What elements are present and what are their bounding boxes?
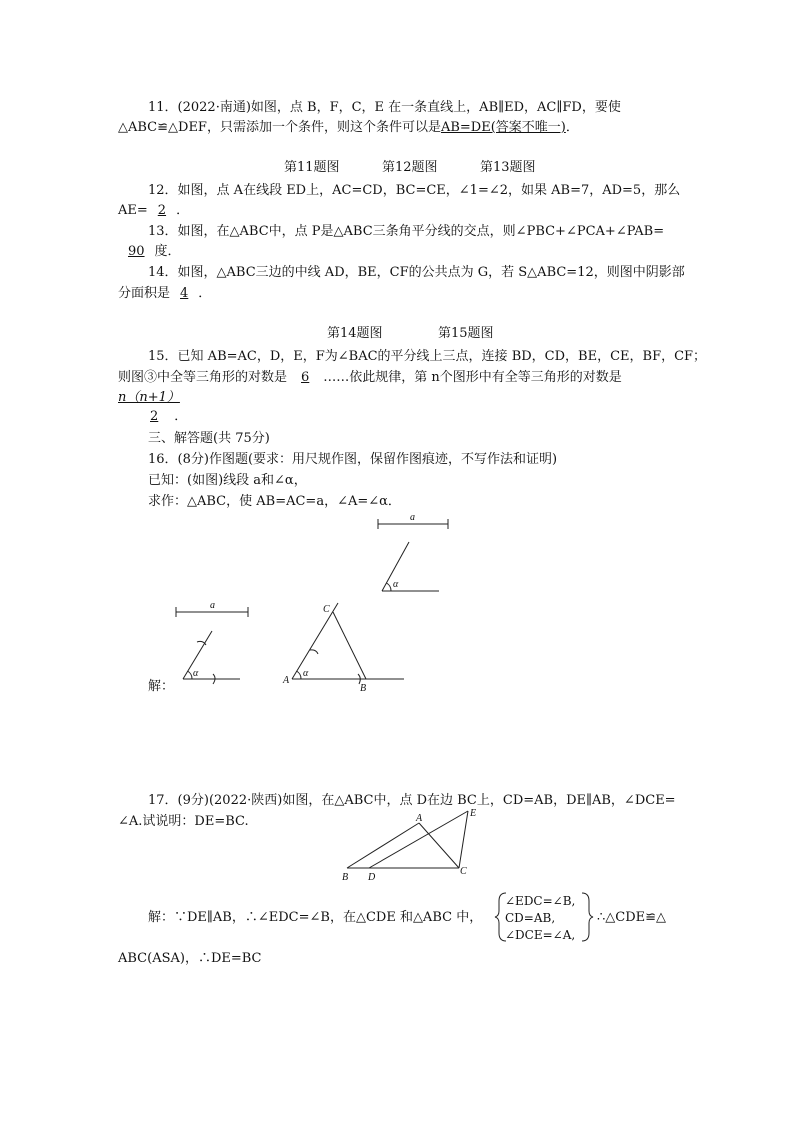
q15-line2-mid: ……依此规律，第 n个图形中有全等三角形的对数是: [323, 370, 622, 385]
q12-line2-prefix: AE=: [118, 203, 148, 218]
q15-frac-denominator: 2: [150, 409, 159, 424]
q11-line1: 11．(2022·南通)如图，点 B，F，C，E 在一条直线上，AB∥ED，AC∥FD，要使: [148, 100, 621, 115]
q14-answer: 4: [180, 286, 189, 301]
fig17-label-D: D: [368, 872, 376, 883]
fig17-label-B: B: [342, 872, 349, 883]
section-3-heading: 三、解答题(共 75分): [148, 431, 270, 446]
fig17-label-E: E: [470, 808, 477, 819]
q12-line2-suffix: ．: [176, 203, 190, 218]
q11-line2-suffix: ．: [565, 120, 579, 135]
fig-caption-12: 第12题图: [382, 160, 438, 175]
q16-solution-label: 解：: [148, 679, 175, 694]
q13-line2-suffix: 度．: [154, 244, 181, 259]
sol17-cond3: ∠DCE=∠A,: [505, 928, 576, 942]
sol17-suffix: ∴△CDE≌△: [597, 910, 667, 925]
q11-answer: AB=DE(答案不唯一): [440, 120, 566, 135]
fig-caption-15: 第15题图: [438, 326, 494, 341]
q15-end: ．: [174, 409, 188, 424]
q16-line1: 16．(8分)作图题(要求：用尺规作图，保留作图痕迹，不写作法和证明): [148, 452, 558, 467]
q15-line1: 15．已知 AB=AC，D，E，F为∠BAC的平分线上三点，连接 BD，CD，BE，CE，BF，CF；: [148, 349, 707, 364]
q17-line2: ∠A.试说明：DE=BC.: [118, 814, 249, 829]
label-B: B: [360, 683, 367, 694]
sol17-line2: ABC(ASA)，∴DE=BC: [118, 951, 262, 966]
q15-frac-numerator: n（n+1）: [118, 390, 180, 405]
q12-line1: 12．如图，点 A在线段 ED上，AC=CD，BC=CE，∠1=∠2，如果 AB=7，AD=5，那么: [148, 183, 681, 198]
q16-line3: 求作：△ABC，使 AB=AC=a，∠A=∠α．: [148, 494, 401, 509]
given-seg-label: a: [410, 512, 415, 523]
q15-answer1: 6: [301, 370, 310, 385]
given-angle-label: α: [393, 579, 399, 590]
q17-line1: 17．(9分)(2022·陕西)如图，在△ABC中，点 D在边 BC上，CD=AB，DE∥AB，∠DCE=: [148, 793, 676, 808]
q14-line1: 14．如图，△ABC三边的中线 AD，BE，CF的公共点为 G，若 S△ABC=12，则图中阴影部: [148, 265, 685, 280]
fig17-label-A: A: [416, 813, 423, 824]
fig-caption-13: 第13题图: [480, 160, 536, 175]
q14-line2-prefix: 分面积是: [118, 286, 171, 301]
fig-caption-14: 第14题图: [327, 326, 383, 341]
q12-answer: 2: [157, 203, 167, 218]
sol17-prefix: 解：∵DE∥AB，∴∠EDC=∠B，在△CDE 和△ABC 中，: [148, 910, 483, 925]
sol17-cond2: CD=AB,: [505, 911, 556, 925]
sol17-cond1: ∠EDC=∠B,: [505, 894, 576, 908]
label-alpha2: α: [303, 668, 309, 679]
q15-line2-prefix: 则图③中全等三角形的对数是: [118, 370, 288, 385]
q13-line1: 13．如图，在△ABC中，点 P是△ABC三条角平分线的交点，则∠PBC+∠PCA+∠PAB=: [148, 224, 665, 239]
q11-line2-prefix: △ABC≌△DEF，只需添加一个条件，则这个条件可以是: [118, 120, 441, 135]
fig-caption-11: 第11题图: [284, 160, 340, 175]
sol-angle-label: α: [193, 668, 199, 679]
label-A: A: [283, 675, 290, 686]
q14-line2-suffix: ．: [198, 286, 212, 301]
fig17-label-C: C: [460, 866, 467, 877]
q16-line2: 已知：(如图)线段 a和∠α，: [148, 473, 307, 488]
sol-seg-label: a: [210, 600, 215, 611]
q13-answer: 90: [128, 244, 145, 259]
label-C: C: [323, 604, 330, 615]
